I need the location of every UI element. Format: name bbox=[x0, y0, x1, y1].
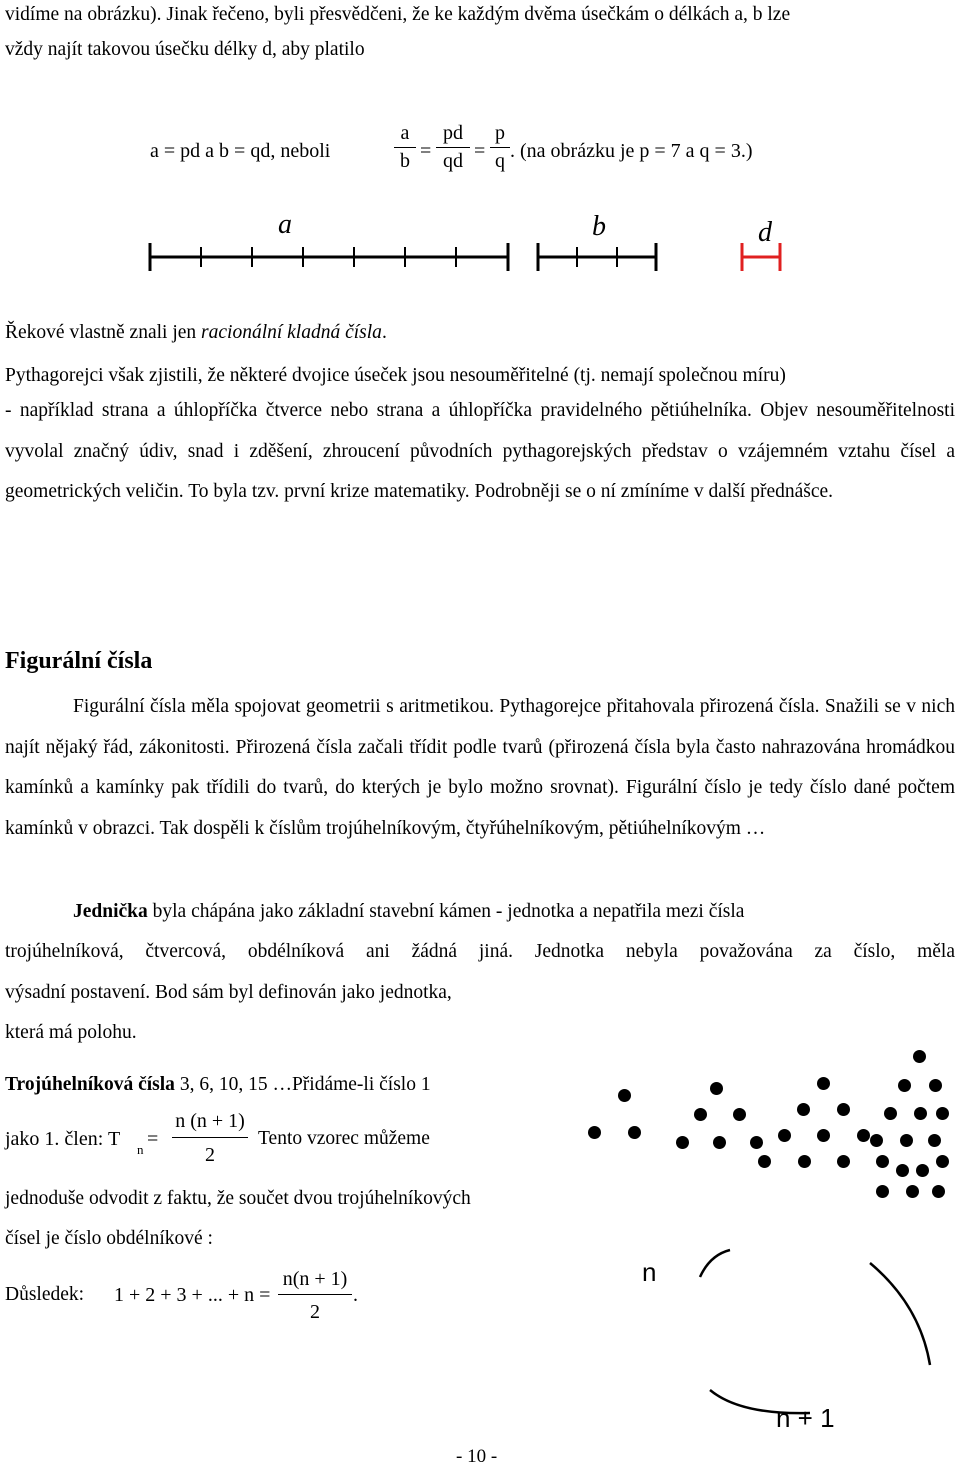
consequence-period: . bbox=[353, 1284, 358, 1306]
incommensurable-line-1: Pythagorejci však zjistili, že některé dvojice úseček jsou nesouměřitelné (tj. nemají společnou míru) bbox=[5, 365, 786, 386]
dot bbox=[928, 1134, 941, 1147]
unity-line-3: výsadní postavení. Bod sám byl definován jako jednotka, bbox=[5, 982, 452, 1003]
dot bbox=[884, 1107, 897, 1120]
brace-top bbox=[700, 1250, 730, 1277]
fraction-consequence bbox=[278, 1268, 352, 1324]
fraction-denominator: q bbox=[490, 147, 510, 173]
consequence-label: Důsledek: bbox=[5, 1284, 85, 1305]
dot bbox=[936, 1155, 949, 1168]
formula-lead: a = pd a b = qd, neboli bbox=[150, 140, 331, 162]
fraction-numerator: pd bbox=[443, 122, 463, 144]
consequence-sum: 1 + 2 + 3 + ... + n = bbox=[114, 1284, 271, 1306]
triangular-line-4: čísel je číslo obdélníkové : bbox=[5, 1228, 213, 1249]
unity-line-2: trojúhelníková, čtvercová, obdélníková ani žádná jiná. Jednotka nebyla považována za číslo, měla bbox=[5, 941, 955, 962]
dot bbox=[750, 1136, 763, 1149]
dot bbox=[932, 1185, 945, 1198]
diagonal-line bbox=[870, 1263, 930, 1365]
intro-line-1: vidíme na obrázku). Jinak řečeno, byli přesvědčeni, že ke každým dvěma úsečkám o délkách a, b lze bbox=[5, 4, 791, 25]
dot bbox=[710, 1082, 723, 1095]
dot bbox=[916, 1164, 929, 1177]
dot bbox=[857, 1129, 870, 1142]
triangular-line-3: jednoduše odvodit z faktu, že součet dvou trojúhelníkových bbox=[5, 1188, 471, 1209]
segment-b-label: b bbox=[592, 211, 606, 242]
dot bbox=[837, 1155, 850, 1168]
dot bbox=[936, 1107, 949, 1120]
fraction-denominator: 2 bbox=[172, 1137, 248, 1167]
fraction-numerator: n(n + 1) bbox=[282, 1268, 348, 1290]
fraction-numerator: n (n + 1) bbox=[175, 1110, 245, 1132]
dot bbox=[798, 1155, 811, 1168]
dot bbox=[694, 1108, 707, 1121]
dot bbox=[588, 1126, 601, 1139]
fraction-denominator: 2 bbox=[278, 1294, 352, 1324]
label-n-plus-1: n + 1 bbox=[776, 1403, 835, 1433]
unity-line-1-rest: byla chápána jako základní stavební kámen - jednotka a nepatřila mezi čísla bbox=[147, 901, 745, 922]
subscript-n: n bbox=[137, 1142, 144, 1157]
dot bbox=[817, 1077, 830, 1090]
jako-text: jako 1. člen: T bbox=[5, 1128, 121, 1150]
fraction-pd-qd bbox=[436, 122, 470, 173]
dot bbox=[837, 1103, 850, 1116]
dot bbox=[778, 1129, 791, 1142]
dot bbox=[929, 1079, 942, 1092]
rational-line bbox=[5, 320, 387, 346]
triangular-dots-figure bbox=[580, 1045, 950, 1245]
dot bbox=[817, 1129, 830, 1142]
figural-paragraph: Figurální čísla měla spojovat geometrii s aritmetikou. Pythagorejce přitahovala přirozená čísla. Snažili se v nich najít nějaký řád, zákonitosti. Přirozená čísla začali třídit podle tvarů (přirozená čísla byla často nahrazována hromádkou kamínků a kamínky pak třídili do tvarů, do kterých je bylo možno srovnat). Figurální číslo je tedy číslo dané počtem kamínků v obrazci. Tak dospěli k číslům trojúhelníkovým, čtyřúhelníkovým, pětiúhelníkovým … bbox=[5, 696, 955, 839]
fraction-numerator: p bbox=[495, 122, 505, 144]
segments-figure bbox=[140, 205, 800, 275]
fraction-denominator: b bbox=[394, 147, 416, 173]
dot bbox=[876, 1155, 889, 1168]
dot bbox=[628, 1126, 641, 1139]
triangular-line bbox=[5, 1072, 431, 1098]
section-heading: Figurální čísla bbox=[5, 648, 153, 674]
dot bbox=[758, 1155, 771, 1168]
formula-tail: . (na obrázku je p = 7 a q = 3.) bbox=[510, 140, 753, 162]
unity-line-4: která má polohu. bbox=[5, 1022, 137, 1043]
fraction-p-q bbox=[490, 122, 510, 173]
segment-d-label: d bbox=[758, 217, 772, 248]
segment-b bbox=[538, 243, 656, 271]
page-number: - 10 - bbox=[456, 1446, 498, 1467]
dot bbox=[733, 1108, 746, 1121]
rational-italic: racionální kladná čísla bbox=[201, 322, 382, 343]
dot bbox=[797, 1103, 810, 1116]
triangular-rest: 3, 6, 10, 15 …Přidáme-li číslo 1 bbox=[174, 1074, 431, 1095]
dot bbox=[676, 1136, 689, 1149]
dot bbox=[906, 1185, 919, 1198]
dot bbox=[618, 1089, 631, 1102]
dot bbox=[896, 1164, 909, 1177]
fraction-denominator: qd bbox=[436, 147, 470, 173]
dot bbox=[876, 1185, 889, 1198]
segment-a-label: a bbox=[278, 209, 292, 240]
rational-prefix: Řekové vlastně znali jen bbox=[5, 322, 202, 343]
fraction-numerator: a bbox=[400, 122, 410, 144]
unity-line-1 bbox=[73, 899, 744, 925]
dot bbox=[913, 1050, 926, 1063]
segment-a bbox=[150, 243, 508, 271]
fraction-a-b bbox=[394, 122, 416, 173]
tento-text: Tento vzorec můžeme bbox=[258, 1128, 430, 1149]
equals-sign: = bbox=[147, 1128, 159, 1150]
equals-sign: = bbox=[420, 140, 432, 162]
label-n: n bbox=[642, 1257, 657, 1287]
fraction-triangular bbox=[172, 1110, 248, 1167]
dot bbox=[713, 1136, 726, 1149]
dot bbox=[898, 1079, 911, 1092]
rectangle-dots-figure bbox=[630, 1245, 960, 1440]
incommensurable-paragraph: - například strana a úhlopříčka čtverce nebo strana a úhlopříčka pravidelného pětiúhelníka. Objev nesouměřitelnosti vyvolal značný údiv, snad i zděšení, zhroucení původních pythagorejských představ o vzájemném vztahu čísel a geometrických veličin. To byla tzv. první krize matematiky. Podrobněji se o ní zmíníme v další přednášce. bbox=[5, 400, 955, 502]
dot bbox=[870, 1134, 883, 1147]
dot bbox=[900, 1134, 913, 1147]
intro-line-2: vždy najít takovou úsečku délky d, aby platilo bbox=[5, 39, 365, 60]
rational-suffix: . bbox=[381, 322, 387, 343]
equals-sign: = bbox=[474, 140, 486, 162]
triangular-bold: Trojúhelníková čísla bbox=[5, 1074, 175, 1095]
dot bbox=[914, 1107, 927, 1120]
unity-bold: Jednička bbox=[73, 901, 148, 922]
